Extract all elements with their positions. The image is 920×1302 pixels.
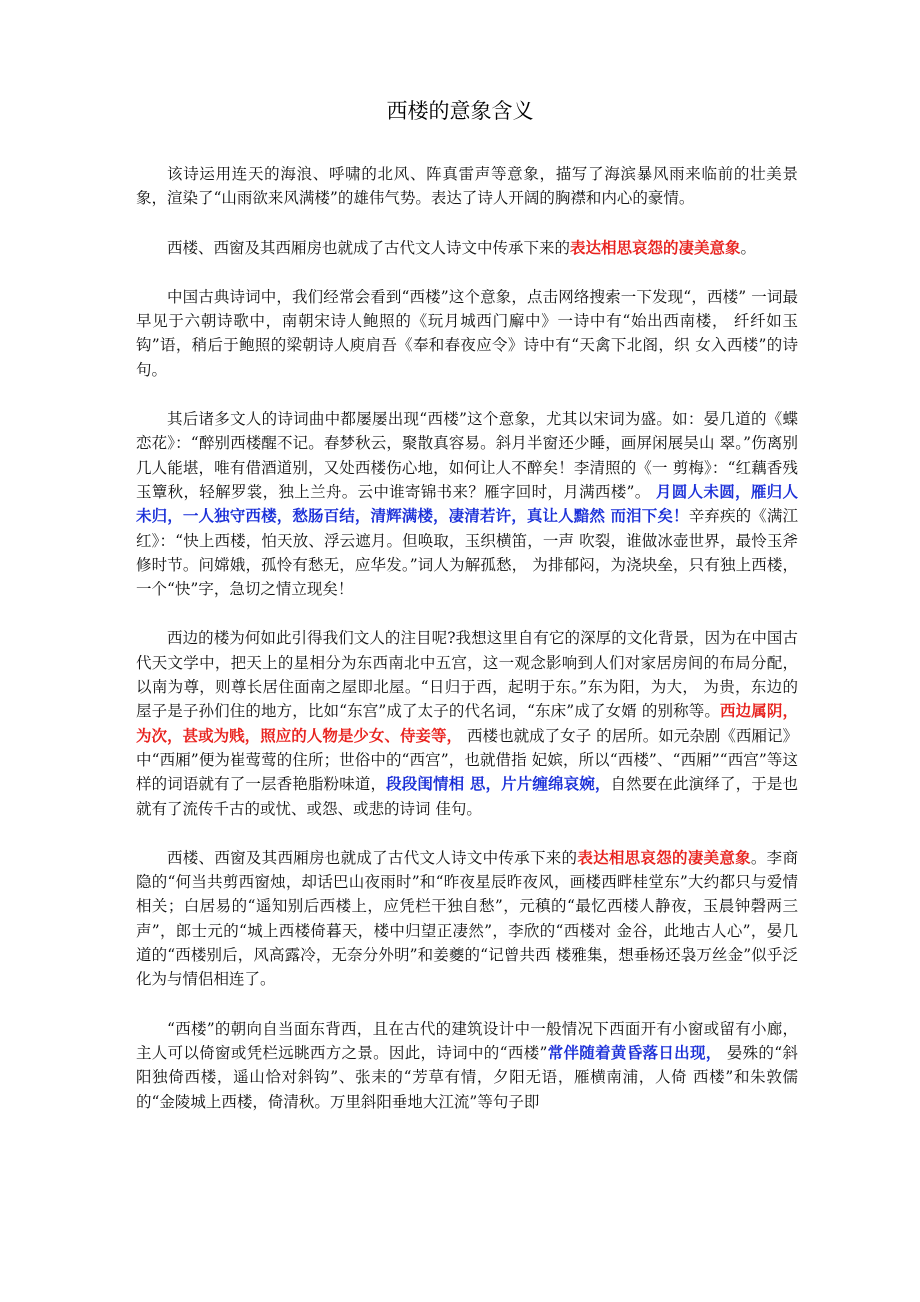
- red-highlight: 表达相思哀怨的凄美意象: [577, 847, 751, 867]
- text-segment: 自然要在此演绎了，于是也就有了流传千古的或忧、或怨、或悲的诗词 佳句。: [136, 775, 798, 818]
- text-segment: 该诗运用连天的海浪、呼啸的北风、阵真雷声等意象，描写了海滨暴风雨来临前的壮美景象，渲染了“山雨欲来风满楼”的雄伟气势。表达了诗人开阔的胸襟和内心的豪情。: [136, 165, 798, 208]
- text-segment: “西楼”的朝向自当面东背西，且在古代的建筑设计中一般情况下西面开有小窗或留有小廊，主人可以倚窗或凭栏远眺西方之景。因此，诗词中的“西楼”: [136, 1019, 798, 1062]
- text-segment: 辛弃疾的《满江红》：“快上西楼，怕天放、浮云遮月。但唤取，玉织横笛，一声 吹裂，谁做冰壶世界，最怜玉斧修时节。问嫦娥，孤怜有愁无，应华发。”词人为解孤愁， 为排郁闷，为浇块垒，只有独上西楼，一个“快”字，急切之情立现矣！: [136, 507, 798, 599]
- blue-highlight: 月圆人未圆，雁归人未归，一人独守西楼，愁肠百结，清辉满楼，凄清若许，真让人黯然 而泪下矣！: [136, 481, 798, 526]
- text-segment: 西楼、西窗及其西厢房也就成了古代文人诗文中传承下来的: [167, 848, 578, 867]
- paragraph-3: [136, 285, 798, 382]
- text-segment: 西楼、西窗及其西厢房也就成了古代文人诗文中传承下来的: [167, 238, 571, 257]
- blue-highlight: 段段闺情相 思，片片缠绵哀婉，: [386, 774, 611, 794]
- paragraph-7: [136, 1017, 798, 1114]
- paragraph-6: [136, 846, 798, 992]
- paragraph-2: [136, 236, 798, 260]
- blue-highlight: 常伴随着黄昏落日出现，: [547, 1042, 722, 1062]
- paragraph-5: [136, 626, 798, 820]
- text-segment: 晏殊的“斜阳独倚西楼，遥山恰对斜钩”、张耒的“芳草有情，夕阳无语，雁横南浦，人倚 西楼”和朱敦儒的“金陵城上西楼，倚清秋。万里斜阳垂地大江流”等句子即: [136, 1043, 798, 1111]
- text-segment: 。: [740, 238, 757, 257]
- text-segment: 西边的楼为何如此引得我们文人的注目呢?我想这里自有它的深厚的文化背景，因为在中国古代天文学中，把天上的星相分为东西南北中五宫，这一观念影响到人们对家居房间的布局分配，以南为尊，则尊长居住面南之屋即北屋。“日归于西，起明于东。”东为阳，为大， 为贵，东边的屋子是子孙们住的地方，比如“东宫”成了太子的代名词，“东床”成了女婿 的别称等。: [136, 629, 798, 721]
- paragraph-1: [136, 162, 798, 211]
- document-body: [136, 162, 798, 1139]
- red-highlight: 表达相思哀怨的凄美意象: [570, 237, 741, 257]
- text-segment: 。李商隐的“何当共剪西窗烛，却话巴山夜雨时”和“昨夜星辰昨夜风，画楼西畔桂堂东”大约都只与爱情相关；白居易的“遥知别后西楼上，应凭栏干独自愁”，元稹的“最忆西楼人静夜，玉晨钟磬两三声”，郎士元的“城上西楼倚暮天，楼中归望正凄然”，李欣的“西楼对 金谷，此地古人心”，晏几道的“西楼别后，风高露冷，无奈分外明”和姜夔的“记曾共西 楼雅集，想垂杨还袅万丝金”似乎泛化为与情侣相连了。: [136, 848, 798, 989]
- red-highlight: 西边属阴，为次，甚或为贱，照应的人物是少女、侍妾等，: [136, 701, 798, 745]
- text-segment: 中国古典诗词中，我们经常会看到“西楼”这个意象，点击网络搜索一下发现“，西楼” 一词最早见于六朝诗歌中，南朝宋诗人鲍照的《玩月城西门廨中》一诗中有“始出西南楼， 纤纤如玉钩”语，稍后于鲍照的梁朝诗人庾肩吾《奉和春夜应令》诗中有“天禽下北阁，织 女入西楼”的诗句。: [136, 287, 798, 379]
- text-segment: 西楼也就成了女子 的居所。如元杂剧《西厢记》中“西厢”便为崔莺莺的住所；世俗中的“西宫”，也就借指 妃嫔，所以“西楼”、“西厢”“西宫”等这样的词语就有了一层香艳脂粉味道，: [136, 726, 798, 794]
- text-segment: 其后诸多文人的诗词曲中都屡屡出现“西楼”这个意象，尤其以宋词为盛。如：晏几道的《蝶恋花》：“醉别西楼醒不记。春梦秋云，聚散真容易。斜月半窗还少睡，画屏闲展吴山 翠。”伤离别几人能堪，唯有借酒道别，又处西楼伤心地，如何让人不醉矣！李清照的《一 剪梅》：“红藕香残玉簟秋，轻解罗裳，独上兰舟。云中谁寄锦书来？雁字回时，月满西楼”。: [136, 410, 798, 501]
- page-title: 西楼的意象含义: [386, 99, 534, 123]
- paragraph-4: [136, 407, 798, 601]
